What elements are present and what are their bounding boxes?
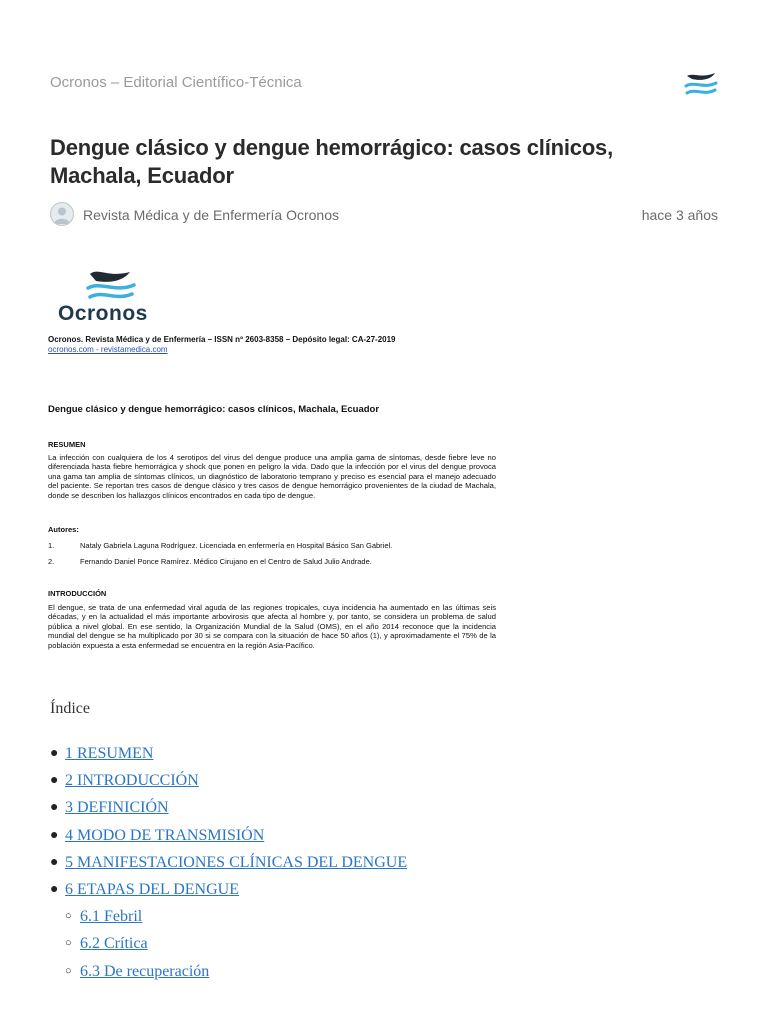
post-title: Dengue clásico y dengue hemorrágico: casos clínicos, Machala, Ecuador bbox=[50, 135, 614, 188]
doc-publication-info: Ocronos. Revista Médica y de Enfermería – ISSN nº 2603-8358 – Depósito legal: CA-27-2019 bbox=[48, 335, 396, 344]
circle-bullet-icon: ○ bbox=[65, 937, 72, 950]
toc-link-definicion[interactable]: 3 DEFINICIÓN bbox=[65, 799, 169, 817]
byline bbox=[50, 202, 718, 230]
user-avatar-icon bbox=[51, 203, 73, 225]
doc-autores-heading: Autores: bbox=[48, 525, 79, 534]
bullet-icon: ● bbox=[50, 854, 59, 870]
toc-link-febril[interactable]: 6.1 Febril bbox=[80, 908, 143, 926]
toc-link-modo-transmision[interactable]: 4 MODO DE TRANSMISIÓN bbox=[65, 826, 265, 844]
circle-bullet-icon: ○ bbox=[65, 910, 72, 923]
doc-brand: Ocronos bbox=[58, 302, 148, 325]
document-preview-image bbox=[46, 262, 498, 682]
doc-title: Dengue clásico y dengue hemorrágico: casos clínicos, Machala, Ecuador bbox=[48, 404, 380, 415]
bullet-icon: ● bbox=[50, 881, 59, 897]
toc-link-introduccion[interactable]: 2 INTRODUCCIÓN bbox=[65, 772, 199, 790]
bullet-icon: ● bbox=[50, 746, 59, 761]
wave-logo-icon[interactable] bbox=[684, 70, 718, 102]
toc-label: Índice bbox=[50, 700, 90, 717]
avatar[interactable] bbox=[50, 202, 74, 226]
doc-intro-text: El dengue, se trata de una enfermedad viral aguda de las regiones tropicales, cuya incidencia ha aumentado en las últimas seis décadas, y en la actualidad el más importante arbovirosis que afecta al hombre y, por tanto, se considera un problema de salud pública a nivel global. En ese sentido, la Organización Mundial de la Salud (OMS), en el año 2014 reconoce que la incidencia mundial del dengue se ha multiplicado por 30 si se compara con la situación de hace 50 años (1), y aproximadamente el 75% de la población expuesta a esta enfermedad se encuentra en la región Asia-Pacífico. bbox=[48, 603, 496, 650]
post-date: hace 3 años bbox=[641, 207, 718, 223]
bullet-icon: ● bbox=[50, 773, 59, 789]
toc-link-resumen[interactable]: 1 RESUMEN bbox=[65, 745, 154, 762]
site-header bbox=[0, 0, 768, 120]
doc-author-item: 1. Nataly Gabriela Laguna Rodríguez. Licenciada en enfermería en Hospital Básico San Gabriel. bbox=[48, 541, 393, 550]
circle-bullet-icon: ○ bbox=[65, 964, 72, 977]
toc-link-etapas[interactable]: 6 ETAPAS DEL DENGUE bbox=[65, 880, 239, 898]
doc-resumen-text: La infección con cualquiera de los 4 serotipos del virus del dengue produce una amplia gama de síntomas, desde fiebre leve no diferenciada hasta fiebre hemorrágica y shock que ponen en peligro la vida. Dado que la infección por el virus del dengue provoca una gama tan amplia de síntomas clínicos, un diagnóstico de laboratorio temprano y preciso es esencial para el manejo adecuado del paciente. Se reportan tres casos de dengue clásico y tres casos de dengue hemorrágico provenientes de la ciudad de Machala, donde se describen los hallazgos clínicos encontrados en cada tipo de dengue. bbox=[48, 453, 496, 500]
doc-link: ocronos.com - revistamedica.com bbox=[48, 345, 168, 354]
doc-resumen-heading: RESUMEN bbox=[48, 440, 86, 449]
doc-intro-heading: INTRODUCCIÓN bbox=[48, 589, 107, 598]
bullet-icon: ● bbox=[50, 800, 59, 816]
toc-link-recuperacion[interactable]: 6.3 De recuperación bbox=[80, 962, 210, 980]
toc-link-critica[interactable]: 6.2 Crítica bbox=[80, 935, 148, 953]
toc-link-manifestaciones[interactable]: 5 MANIFESTACIONES CLÍNICAS DEL DENGUE bbox=[65, 853, 408, 871]
author-link[interactable]: Revista Médica y de Enfermería Ocronos bbox=[83, 207, 339, 223]
bullet-icon: ● bbox=[50, 827, 59, 843]
site-title-link[interactable]: Ocronos – Editorial Científico-Técnica bbox=[50, 74, 302, 91]
doc-author-item: 2. Fernando Daniel Ponce Ramírez. Médico Cirujano en el Centro de Salud Julio Andrade. bbox=[48, 557, 372, 566]
